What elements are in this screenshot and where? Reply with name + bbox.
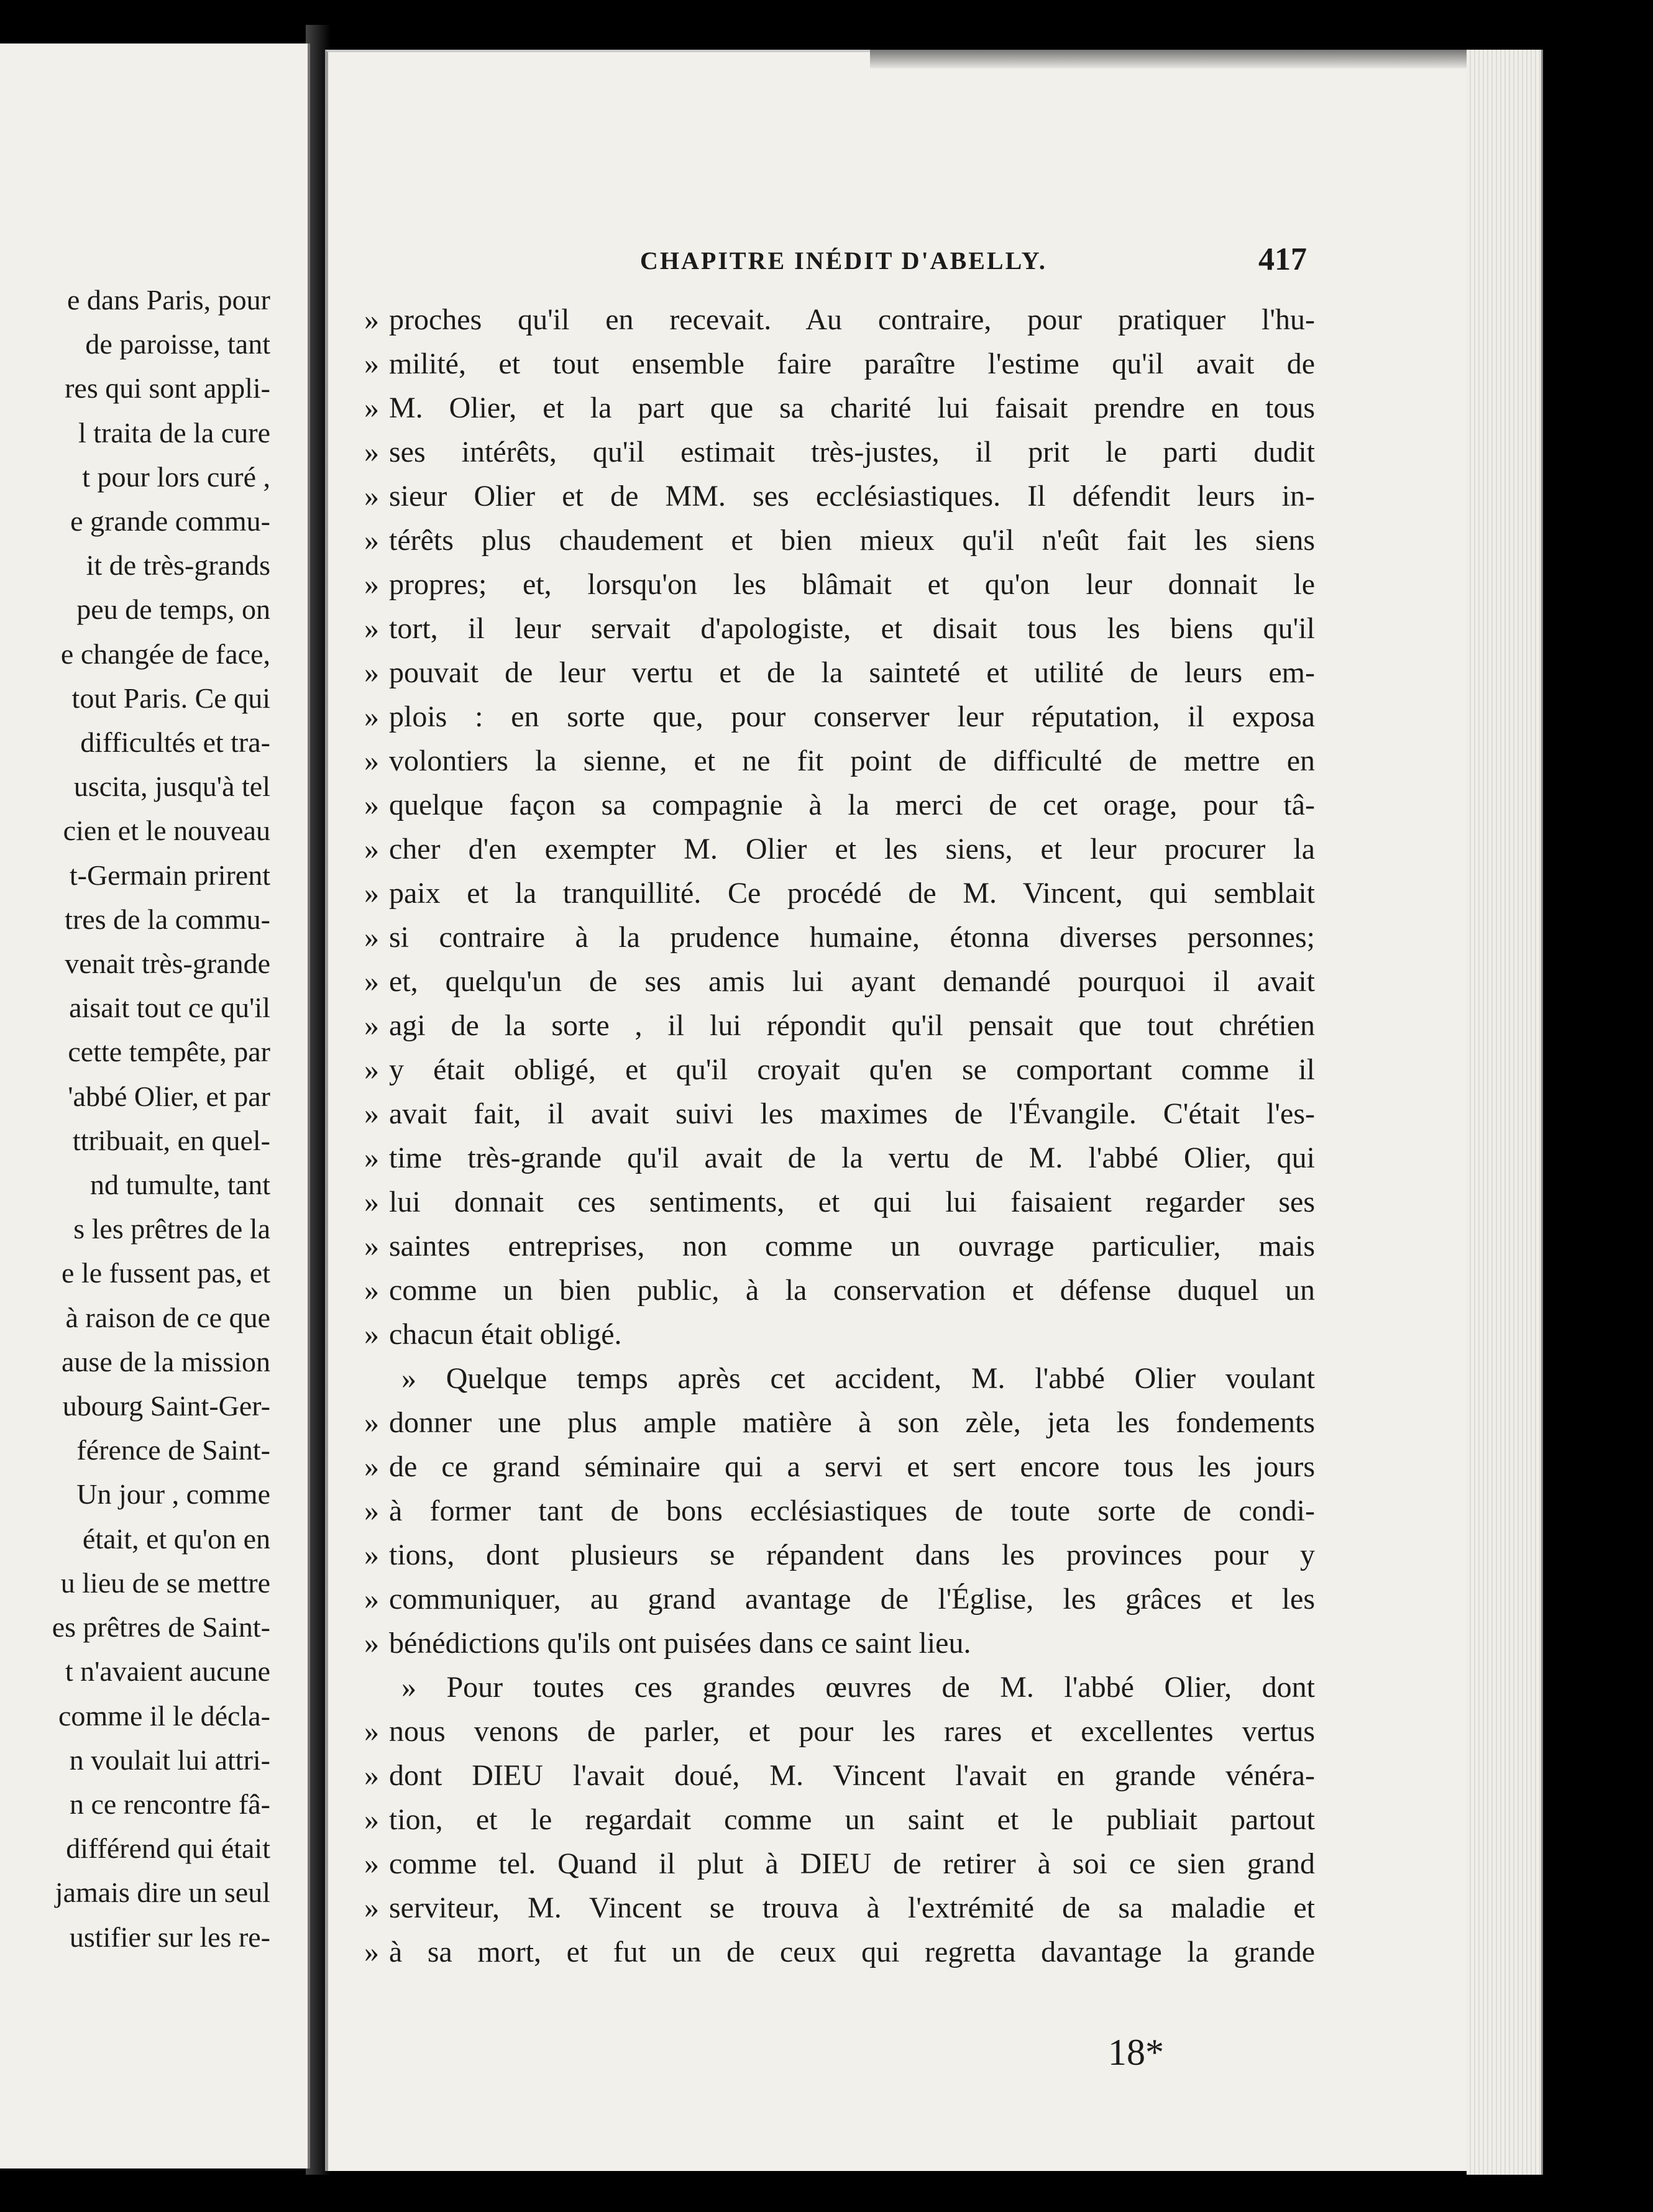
text-line [364, 1268, 1315, 1312]
quote-mark: » [364, 1274, 379, 1307]
text-line [364, 1401, 1315, 1445]
line-text: de ce grand séminaire qui a servi et sert encore tous les jours [389, 1450, 1315, 1483]
text-line [364, 915, 1315, 959]
line-text: communiquer, au grand avantage de l'Église, les grâces et les [389, 1583, 1315, 1616]
quote-mark: » [364, 524, 379, 557]
page-number: 417 [1258, 242, 1307, 277]
text-line [364, 783, 1315, 827]
line-text: ses intérêts, qu'il estimait très-justes, il prit le parti dudit [389, 436, 1315, 468]
left-page-line: à raison de ce que [65, 1301, 270, 1333]
left-page-line: jamais dire un seul [55, 1876, 270, 1909]
line-text: agi de la sorte , il lui répondit qu'il pensait que tout chrétien [389, 1009, 1315, 1042]
quote-mark: » [364, 391, 379, 424]
line-text: paix et la tranquillité. Ce procédé de M. Vincent, qui semblait [389, 877, 1315, 910]
left-page-line: it de très-grands [86, 549, 270, 582]
quote-mark: » [364, 1494, 379, 1527]
line-text: M. Olier, et la part que sa charité lui faisait prendre en tous [389, 391, 1315, 424]
quote-mark: » [364, 1141, 379, 1174]
left-page-line: aisait tout ce qu'il [69, 992, 270, 1024]
line-text: tort, il leur servait d'apologiste, et disait tous les biens qu'il [389, 612, 1315, 645]
left-page-line: uscita, jusqu'à tel [73, 770, 270, 803]
left-page-line: cien et le nouveau [63, 815, 270, 847]
left-page-line: férence de Saint- [76, 1434, 270, 1466]
text-line [364, 1709, 1315, 1753]
left-page-line: s les prêtres de la [73, 1213, 270, 1245]
text-line [364, 386, 1315, 430]
quote-mark: » [364, 303, 379, 336]
line-text: chacun était obligé. [389, 1318, 622, 1351]
line-text: quelque façon sa compagnie à la merci de cet orage, pour tâ- [389, 788, 1315, 821]
left-page-line: es prêtres de Saint- [52, 1611, 270, 1643]
text-line [364, 298, 1315, 342]
signature-mark: 18* [1108, 2032, 1164, 2073]
line-text: volontiers la sienne, et ne fit point de difficulté de mettre en [389, 744, 1315, 777]
line-text: comme tel. Quand il plut à DIEU de retirer à soi ce sien grand [389, 1847, 1315, 1880]
body-text [364, 298, 1315, 1974]
left-page-line: n ce rencontre fâ- [69, 1788, 270, 1820]
left-page-line: t n'avaient aucune [65, 1655, 270, 1688]
line-text: plois : en sorte que, pour conserver leur réputation, il exposa [389, 700, 1315, 733]
quote-mark: » [364, 1583, 379, 1616]
quote-mark: » [364, 1318, 379, 1351]
page-stack-edge [1467, 50, 1543, 2175]
left-page-line: différend qui était [66, 1832, 270, 1865]
left-page-line: venait très-grande [65, 948, 270, 980]
quote-mark: » [364, 436, 379, 468]
text-line [364, 1533, 1315, 1577]
line-text: » Pour toutes ces grandes œuvres de M. l'abbé Olier, dont [401, 1671, 1315, 1704]
line-text: pouvait de leur vertu et de la sainteté et utilité de leurs em- [389, 656, 1315, 689]
quote-mark: » [364, 568, 379, 601]
text-line [364, 827, 1315, 871]
text-line [364, 518, 1315, 562]
line-text: comme un bien public, à la conservation et défense duquel un [389, 1274, 1315, 1307]
text-line [364, 1092, 1315, 1136]
line-text: à former tant de bons ecclésiastiques de toute sorte de condi- [389, 1494, 1315, 1527]
text-line [364, 739, 1315, 783]
left-page [0, 43, 310, 2169]
line-text: proches qu'il en recevait. Au contraire, pour pratiquer l'hu- [389, 303, 1315, 336]
left-page-line: e le fussent pas, et [62, 1257, 270, 1289]
left-page-line: e changée de face, [60, 638, 270, 670]
text-line [364, 1003, 1315, 1048]
left-page-line: de paroisse, tant [85, 328, 270, 360]
text-line [364, 695, 1315, 739]
text-line [364, 1356, 1315, 1401]
quote-mark: » [364, 1803, 379, 1836]
text-line [364, 606, 1315, 651]
line-text: milité, et tout ensemble faire paraître l'estime qu'il avait de [389, 347, 1315, 380]
quote-mark [364, 1356, 389, 1401]
quote-mark: » [364, 1627, 379, 1660]
line-text: serviteur, M. Vincent se trouva à l'extrémité de sa maladie et [389, 1891, 1315, 1924]
page-stack-top-edge [870, 50, 1541, 68]
quote-mark: » [364, 612, 379, 645]
quote-mark: » [364, 833, 379, 866]
text-line [364, 562, 1315, 606]
line-text: avait fait, il avait suivi les maximes de l'Évangile. C'était l'es- [389, 1097, 1315, 1130]
text-line [364, 1224, 1315, 1268]
left-page-line: n voulait lui attri- [69, 1744, 270, 1776]
left-page-line: ttribuait, en quel- [72, 1124, 270, 1156]
text-line [364, 1842, 1315, 1886]
line-text: térêts plus chaudement et bien mieux qu'il n'eût fait les siens [389, 524, 1315, 557]
quote-mark: » [364, 480, 379, 513]
line-text: sieur Olier et de MM. ses ecclésiastiques. Il défendit leurs in- [389, 480, 1315, 513]
line-text: » Quelque temps après cet accident, M. l'abbé Olier voulant [401, 1362, 1315, 1395]
text-line [364, 1886, 1315, 1930]
line-text: y était obligé, et qu'il croyait qu'en se comportant comme il [389, 1053, 1315, 1086]
text-line [364, 342, 1315, 386]
quote-mark: » [364, 1230, 379, 1263]
text-line [364, 1048, 1315, 1092]
left-page-line: l traita de la cure [78, 416, 270, 449]
text-line [364, 959, 1315, 1003]
quote-mark: » [364, 965, 379, 998]
quote-mark: » [364, 1450, 379, 1483]
text-line [364, 651, 1315, 695]
quote-mark: » [364, 1759, 379, 1792]
left-page-line: était, et qu'on en [82, 1522, 270, 1555]
left-page-line: u lieu de se mettre [60, 1566, 270, 1599]
quote-mark: » [364, 1891, 379, 1924]
quote-mark: » [364, 1715, 379, 1748]
running-title: CHAPITRE INÉDIT D'ABELLY. [640, 247, 1047, 275]
quote-mark: » [364, 1053, 379, 1086]
left-page-line: ustifier sur les re- [69, 1921, 270, 1953]
text-line [364, 1489, 1315, 1533]
left-page-line: tres de la commu- [65, 903, 270, 935]
line-text: lui donnait ces sentiments, et qui lui faisaient regarder ses [389, 1186, 1315, 1218]
left-page-line: e dans Paris, pour [66, 284, 270, 316]
left-page-line: 'abbé Olier, et par [68, 1080, 270, 1112]
left-page-line: tout Paris. Ce qui [71, 682, 270, 714]
left-page-text [52, 278, 270, 1959]
quote-mark: » [364, 877, 379, 910]
text-line [364, 1665, 1315, 1709]
quote-mark: » [364, 1097, 379, 1130]
left-page-line: res qui sont appli- [65, 372, 270, 404]
text-line [364, 1621, 1315, 1665]
left-page-line: t-Germain prirent [69, 859, 270, 891]
quote-mark: » [364, 744, 379, 777]
line-text: cher d'en exempter M. Olier et les siens, et leur procurer la [389, 833, 1315, 866]
left-page-line: ubourg Saint-Ger- [62, 1390, 270, 1422]
line-text: propres; et, lorsqu'on les blâmait et qu'on leur donnait le [389, 568, 1315, 601]
text-line [364, 1136, 1315, 1180]
line-text: saintes entreprises, non comme un ouvrage particulier, mais [389, 1230, 1315, 1263]
quote-mark: » [364, 1538, 379, 1571]
quote-mark [364, 1665, 389, 1709]
text-line [364, 1753, 1315, 1798]
left-page-line: peu de temps, on [76, 593, 270, 626]
left-page-line: nd tumulte, tant [89, 1169, 270, 1201]
text-line [364, 1930, 1315, 1974]
text-line [364, 1798, 1315, 1842]
line-text: nous venons de parler, et pour les rares et excellentes vertus [389, 1715, 1315, 1748]
quote-mark: » [364, 1847, 379, 1880]
left-page-line: e grande commu- [70, 505, 270, 537]
left-page-line: cette tempête, par [68, 1036, 270, 1068]
quote-mark: » [364, 788, 379, 821]
line-text: time très-grande qu'il avait de la vertu de M. l'abbé Olier, qui [389, 1141, 1315, 1174]
line-text: tion, et le regardait comme un saint et le publiait partout [389, 1803, 1315, 1836]
text-line [364, 430, 1315, 474]
line-text: donner une plus ample matière à son zèle, jeta les fondements [389, 1406, 1315, 1439]
quote-mark: » [364, 347, 379, 380]
text-line [364, 474, 1315, 518]
line-text: bénédictions qu'ils ont puisées dans ce saint lieu. [389, 1627, 971, 1660]
quote-mark: » [364, 700, 379, 733]
quote-mark: » [364, 1406, 379, 1439]
line-text: si contraire à la prudence humaine, étonna diverses personnes; [389, 921, 1315, 954]
right-page [325, 50, 1534, 2171]
text-line [364, 1180, 1315, 1224]
line-text: à sa mort, et fut un de ceux qui regretta davantage la grande [389, 1936, 1315, 1968]
line-text: dont DIEU l'avait doué, M. Vincent l'avait en grande vénéra- [389, 1759, 1315, 1792]
text-line [364, 1577, 1315, 1621]
left-page-line: Un jour , comme [76, 1478, 270, 1510]
quote-mark: » [364, 1936, 379, 1968]
text-line [364, 1445, 1315, 1489]
text-line [364, 1312, 1315, 1356]
left-page-line: comme il le décla- [58, 1699, 270, 1732]
left-page-line: t pour lors curé , [82, 460, 270, 493]
left-page-line: ause de la mission [62, 1345, 270, 1378]
text-line [364, 871, 1315, 915]
quote-mark: » [364, 921, 379, 954]
quote-mark: » [364, 1186, 379, 1218]
quote-mark: » [364, 656, 379, 689]
line-text: et, quelqu'un de ses amis lui ayant demandé pourquoi il avait [389, 965, 1315, 998]
left-page-line: difficultés et tra- [80, 726, 270, 759]
quote-mark: » [364, 1009, 379, 1042]
line-text: tions, dont plusieurs se répandent dans les provinces pour y [389, 1538, 1315, 1571]
